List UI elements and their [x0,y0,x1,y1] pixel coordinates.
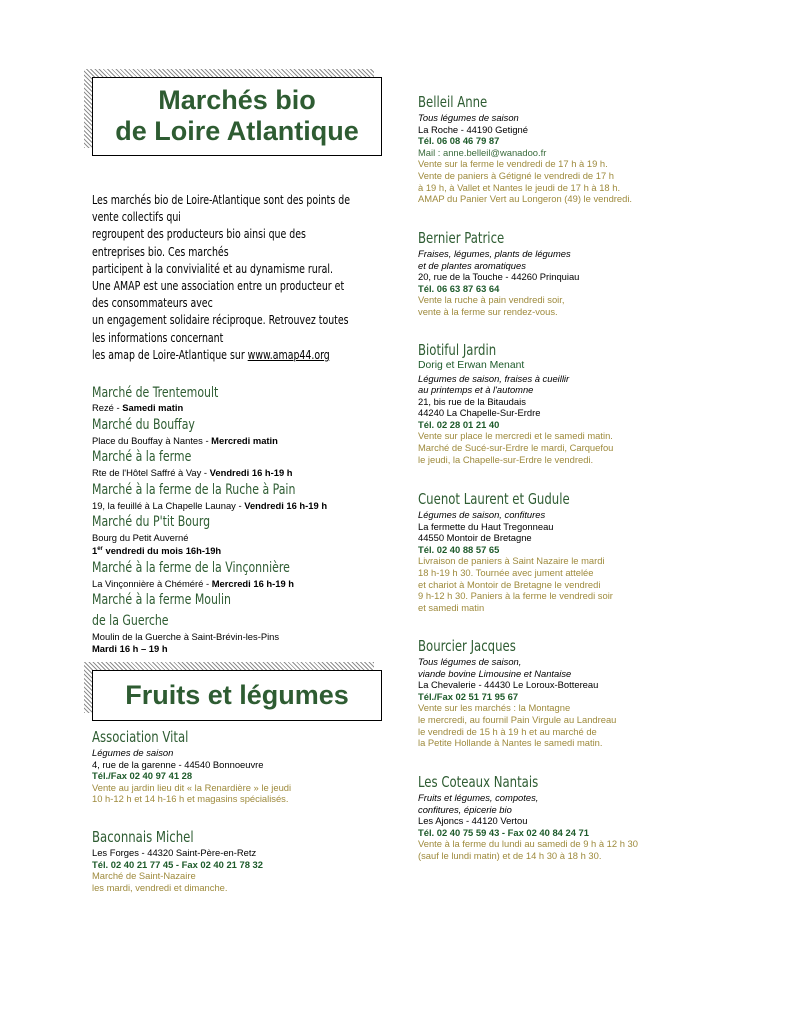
producer-note: les mardi, vendredi et dimanche. [92,881,228,893]
producer-note: Livraison de paniers à Saint Nazaire le mardi [418,555,605,567]
amap-link[interactable]: www.amap44.org [247,346,330,362]
producer-note: vente à la ferme sur rendez-vous. [418,305,558,317]
producer-note: Vente de paniers à Gétigné le vendredi de 17 h [418,169,614,181]
producer-phone: Tél. 02 40 75 59 43 - Fax 02 40 84 24 71 [418,826,589,838]
market-details [92,578,392,590]
market-details [92,435,392,447]
producer-note: Marché de Saint-Nazaire [92,870,196,882]
producer-name: Bourcier Jacques [418,637,516,655]
producer-name: Biotiful Jardin [418,341,497,359]
producer-note: Vente la ruche à pain vendredi soir, [418,294,565,306]
intro-last-prefix: les amap de Loire-Atlantique sur [92,346,248,362]
intro-line: Les marchés bio de Loire-Atlantique sont des points de [92,192,351,207]
producer-phone: Tél./Fax 02 40 97 41 28 [92,770,193,782]
producer-note: 10 h-12 h et 14 h-16 h et magasins spécialisés. [92,793,289,805]
intro-line: Une AMAP est une association entre un producteur et [92,278,345,294]
producer-card [418,341,708,465]
producer-name: Baconnais Michel [92,828,194,846]
intro-line: entreprises bio. Ces marchés [92,243,229,259]
market-item [92,416,392,447]
intro-paragraph [92,191,392,363]
producer-phone: Tél. 02 40 88 57 65 [418,543,500,555]
producer-mail: Mail : anne.belleil@wanadoo.fr [418,146,547,158]
market-name: Marché de Trentemoult [92,385,219,401]
market-place: La Vinçonnière à Chéméré - [92,577,212,589]
market-when: Vendredi 16 h-19 h [244,499,328,511]
producer-address: 21, bis rue de la Bitaudais [418,395,526,407]
producer-products: Fraises, légumes, plants de légumes [418,248,571,259]
producer-address: La Roche - 44190 Getigné [418,123,528,135]
producer-address: Les Ajoncs - 44120 Vertou [418,815,528,827]
market-item [92,591,392,654]
market-item [92,559,392,590]
market-name: Marché à la ferme Moulin [92,592,231,609]
producer-note: AMAP du Panier Vert au Longeron (49) le vendredi. [418,193,633,205]
producer-note: le vendredi de 15 h à 19 h et au marché de [418,725,597,737]
market-when-sup: er [97,545,103,552]
producer-products: Tous légumes de saison [418,112,519,123]
producer-phone: Tél. 06 63 87 63 64 [418,282,500,294]
producer-address: 44240 La Chapelle-Sur-Erdre [418,407,541,419]
intro-line: un engagement solidaire réciproque. Retrouvez toutes [92,312,349,328]
main-title-line1: Marchés bio [158,85,316,115]
market-item [92,481,392,512]
producer-card [418,490,708,613]
producer-products: Légumes de saison, confitures [418,509,546,520]
intro-line: participent à la convivialité et au dynamisme rural. [92,260,333,276]
producer-card [92,728,392,805]
producer-note: et chariot à Montoir de Bretagne le vendredi [418,578,601,590]
market-place: 19, la feuillé à La Chapelle Launay - [92,499,245,511]
market-when-num: 1 [92,545,98,557]
title-frame [92,77,382,156]
producer-note: Marché de Sucé-sur-Erdre le mardi, Carquefou [418,442,614,454]
producer-note: le mercredi, au fournil Pain Virgule au Landreau [418,713,617,725]
intro-line: vente collectifs qui [92,209,181,225]
producer-address: La fermette du Haut Tregonneau [418,520,554,532]
producer-subtitle: Dorig et Erwan Menant [418,360,525,371]
producer-card [418,637,708,749]
main-title-line2: de Loire Atlantique [115,116,359,146]
market-item [92,513,392,556]
market-details [92,402,392,414]
market-place: Rte de l'Hôtel Saffré à Vay - [92,467,210,479]
producer-note: 9 h-12 h 30. Paniers à la ferme le vendredi soir [418,590,613,602]
producer-name: Bernier Patrice [418,229,505,247]
producer-note: Vente sur la ferme le vendredi de 17 h à 19 h. [418,158,608,170]
producer-products: et de plantes aromatiques [418,259,526,271]
producer-name: Les Coteaux Nantais [418,773,539,791]
intro-line: des consommateurs avec [92,295,213,311]
producer-phone: Tél./Fax 02 51 71 95 67 [418,690,519,702]
producer-products: Légumes de saison, fraises à cueillir [418,372,570,384]
producer-note: Vente sur place le mercredi et le samedi matin. [418,430,613,442]
market-when: Mardi 16 h – 19 h [92,642,168,654]
producer-card [92,828,392,893]
producer-products: Fruits et légumes, compotes, [418,792,539,803]
market-name: Marché à la ferme de la Ruche à Pain [92,481,296,498]
market-when [92,544,392,557]
producer-card [418,229,708,318]
market-when: Samedi matin [122,402,184,413]
producer-note: la Petite Hollande à Nantes le samedi matin. [418,737,603,749]
fruits-title-box [92,670,382,721]
title-frame [92,670,382,721]
producer-name: Belleil Anne [418,93,488,111]
market-item [92,448,392,479]
market-when: Mercredi matin [211,434,278,446]
market-place: Bourg du Petit Auverné [92,532,189,544]
market-name: Marché du P'tit Bourg [92,514,211,531]
producer-products: Légumes de saison [92,747,174,758]
producer-card [418,93,708,205]
producer-address: La Chevalerie - 44430 Le Loroux-Bottereau [418,679,599,691]
producer-products: Tous légumes de saison, [418,656,522,667]
producer-address: 20, rue de la Touche - 44260 Prinquiau [418,271,580,283]
market-details [92,500,392,512]
producer-address: 44550 Montoir de Bretagne [418,532,532,544]
market-place: Place du Bouffay à Nantes - [92,434,212,446]
producer-phone: Tél. 02 40 21 77 45 - Fax 02 40 21 78 32 [92,858,263,870]
producer-note: (sauf le lundi matin) et de 14 h 30 à 18 h 30. [418,849,602,861]
producer-note: Vente sur les marchés : la Montagne [418,702,571,714]
producer-products: confitures, épicerie bio [418,803,512,815]
producer-note: Vente au jardin lieu dit « la Renardière » le jeudi [92,781,292,793]
intro-line: regroupent des producteurs bio ainsi que des [92,226,306,242]
market-when: Mercredi 16 h-19 h [211,577,295,589]
intro-last-line [92,346,341,363]
producer-phone: Tél. 02 28 01 21 40 [418,418,500,430]
market-name: Marché du Bouffay [92,416,195,433]
fruits-title: Fruits et légumes [125,680,349,710]
market-when: Vendredi 16 h-19 h [209,467,293,479]
market-item [92,384,392,414]
market-details [92,467,392,479]
producer-products: au printemps et à l'automne [418,384,534,396]
market-place: Rezé - [92,402,123,413]
markets-list [92,384,392,654]
producer-products: viande bovine Limousine et Nantaise [418,667,572,679]
producer-phone: Tél. 06 08 46 79 87 [418,135,500,147]
producer-note: Vente à la ferme du lundi au samedi de 9 h à 12 h 30 [418,838,638,850]
market-name: Marché à la ferme [92,449,192,466]
market-place: Moulin de la Guerche à Saint-Brévin-les-Pins [92,631,280,643]
producer-note: à 19 h, à Vallet et Nantes le jeudi de 17 h à 18 h. [418,181,621,193]
intro-line: les informations concernant [92,329,224,345]
main-title-box [92,77,382,156]
producer-name: Cuenot Laurent et Gudule [418,490,570,508]
producer-address: 4, rue de la garenne - 44540 Bonnoeuvre [92,758,264,770]
producer-name: Association Vital [92,728,189,746]
producer-note: et samedi matin [418,601,485,613]
market-when-rest: vendredi du mois 16h-19h [102,545,222,557]
producer-note: 18 h-19 h 30. Tournée avec jument attelée [418,566,594,578]
producer-card [418,773,718,862]
market-name-cont: de la Guerche [92,613,169,630]
producer-note: le jeudi, la Chapelle-sur-Erdre le vendredi. [418,453,594,465]
market-name: Marché à la ferme de la Vinçonnière [92,559,290,576]
producer-address: Les Forges - 44320 Saint-Père-en-Retz [92,847,257,858]
